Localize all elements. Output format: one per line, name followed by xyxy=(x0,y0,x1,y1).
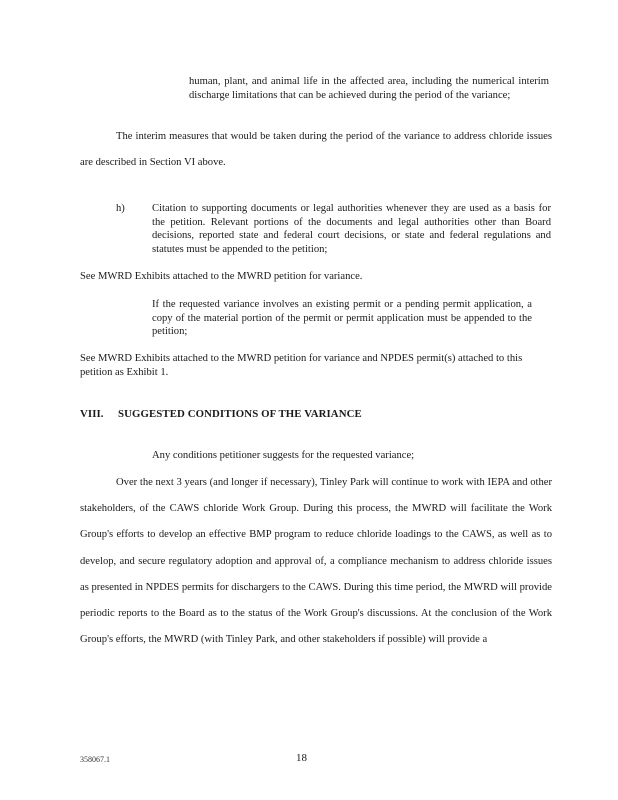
footer-document-id: 358067.1 xyxy=(80,755,110,764)
section-heading xyxy=(80,408,552,420)
section-number: VIII. xyxy=(80,408,104,420)
page-number: 18 xyxy=(296,752,307,764)
paragraph-suggested-conditions: Over the next 3 years (and longer if necessary), Tinley Park will continue to work with IEPA and other stakeholders, of the CAWS chloride Work Group. During this process, the MWRD will facilitate the Work Group's efforts to develop an effective BMP program to reduce chloride loadings to the CAWS, as well as to develop, and secure regulatory adoption and approval of, a compliance mechanism to address chloride issues as presented in NPDES permits for dischargers to the CAWS. During this time period, the MWRD will provide periodic reports to the Board as to the status of the Work Group's discussions. At the conclusion of the Work Group's efforts, the MWRD (with Tinley Park, and other stakeholders if possible) will provide a xyxy=(80,477,552,646)
paragraph-interim-measures: The interim measures that would be taken during the period of the variance to address chloride issues are described in Section VI above. xyxy=(80,131,552,169)
section-title: SUGGESTED CONDITIONS OF THE VARIANCE xyxy=(118,408,362,420)
paragraph-see-exhibits-npdes: See MWRD Exhibits attached to the MWRD petition for variance and NPDES permit(s) attached to this petition as Exhibit 1. xyxy=(80,353,523,378)
item-h-text: Citation to supporting documents or legal authorities whenever they are used as a basis for the petition. Relevant portions of the documents and legal authorities other than Board decisions, reported state and federal court decisions, or state and federal regulations and statutes must be appended to the petition; xyxy=(152,203,551,255)
paragraph-interim-limitations: human, plant, and animal life in the affected area, including the numerical interim discharge limitations that can be achieved during the period of the variance; xyxy=(189,76,549,101)
paragraph-see-exhibits: See MWRD Exhibits attached to the MWRD petition for variance. xyxy=(80,271,363,282)
paragraph-permit-requirement: If the requested variance involves an existing permit or a pending permit application, a copy of the material portion of the permit or permit application must be appended to the petition; xyxy=(152,299,532,338)
paragraph-conditions-prompt: Any conditions petitioner suggests for the requested variance; xyxy=(152,450,415,461)
item-h-label: h) xyxy=(116,203,125,214)
